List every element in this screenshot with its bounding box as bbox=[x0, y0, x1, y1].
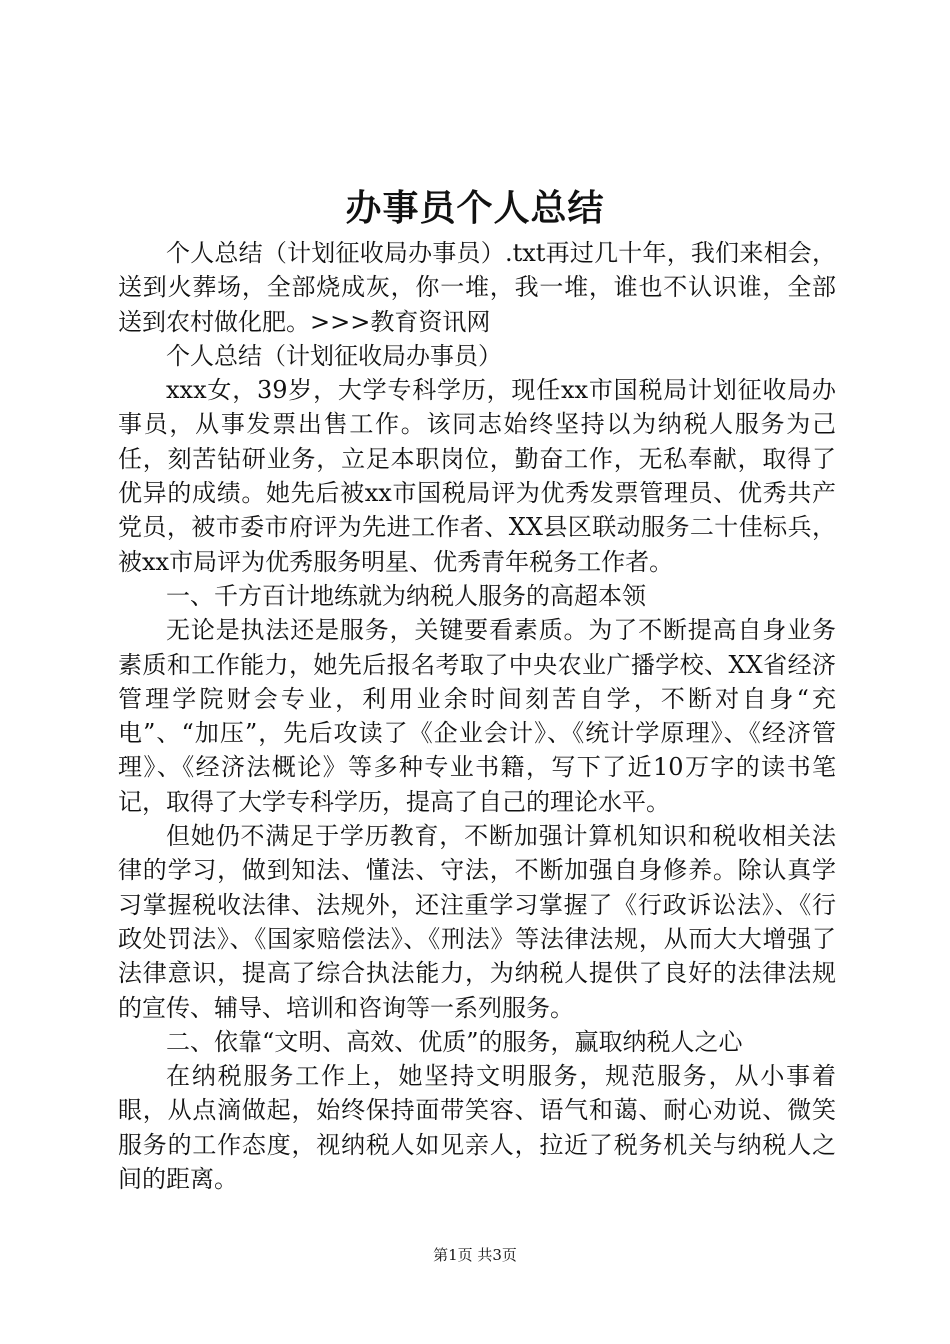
paragraph-profile: xxx女，39岁，大学专科学历，现任xx市国税局计划征收局办事员，从事发票出售工作。该同志始终坚持以为纳税人服务为己任，刻苦钻研业务，立足本职岗位，勤奋工作，无私奉献，取得了优异的成绩。她先后被xx市国税局评为优秀发票管理员、优秀共产党员，被市委市府评为先进工作者、XX县区联动服务二十佳标兵，被xx市局评为优秀服务明星、优秀青年税务工作者。 bbox=[118, 376, 836, 576]
paragraph-study: 无论是执法还是服务，关键要看素质。为了不断提高自身业务素质和工作能力，她先后报名考取了中央农业广播学校、XX省经济管理学院财会专业，利用业余时间刻苦自学，不断对自身“充电”、“加压”，先后攻读了《企业会计》、《统计学原理》、《经济管理》、《经济法概论》等多种专业书籍，写下了近10万字的读书笔记，取得了大学专科学历，提高了自己的理论水平。 bbox=[118, 616, 836, 816]
paragraph-intro: 个人总结（计划征收局办事员）.txt再过几十年，我们来相会，送到火葬场，全部烧成灰，你一堆，我一堆，谁也不认识谁，全部送到农村做化肥。>>>教育资讯网 bbox=[118, 239, 836, 336]
paragraph-service: 在纳税服务工作上，她坚持文明服务，规范服务，从小事着眼，从点滴做起，始终保持面带笑容、语气和蔼、耐心劝说、微笑服务的工作态度，视纳税人如见亲人，拉近了税务机关与纳税人之间的距离。 bbox=[118, 1062, 836, 1194]
paragraph-subtitle: 个人总结（计划征收局办事员） bbox=[166, 341, 502, 370]
page-footer: 第1页 共3页 bbox=[433, 1246, 517, 1264]
section-heading-2: 二、依靠“文明、高效、优质”的服务，赢取纳税人之心 bbox=[166, 1027, 743, 1056]
document-body bbox=[118, 236, 836, 1196]
document-title: 办事员个人总结 bbox=[345, 187, 605, 229]
section-heading-1: 一、千方百计地练就为纳税人服务的高超本领 bbox=[166, 581, 646, 610]
paragraph-law: 但她仍不满足于学历教育，不断加强计算机知识和税收相关法律的学习，做到知法、懂法、守法，不断加强自身修养。除认真学习掌握税收法律、法规外，还注重学习掌握了《行政诉讼法》、《行政处罚法》、《国家赔偿法》、《刑法》等法律法规，从而大大增强了法律意识，提高了综合执法能力，为纳税人提供了良好的法律法规的宣传、辅导、培训和咨询等一系列服务。 bbox=[118, 822, 836, 1022]
